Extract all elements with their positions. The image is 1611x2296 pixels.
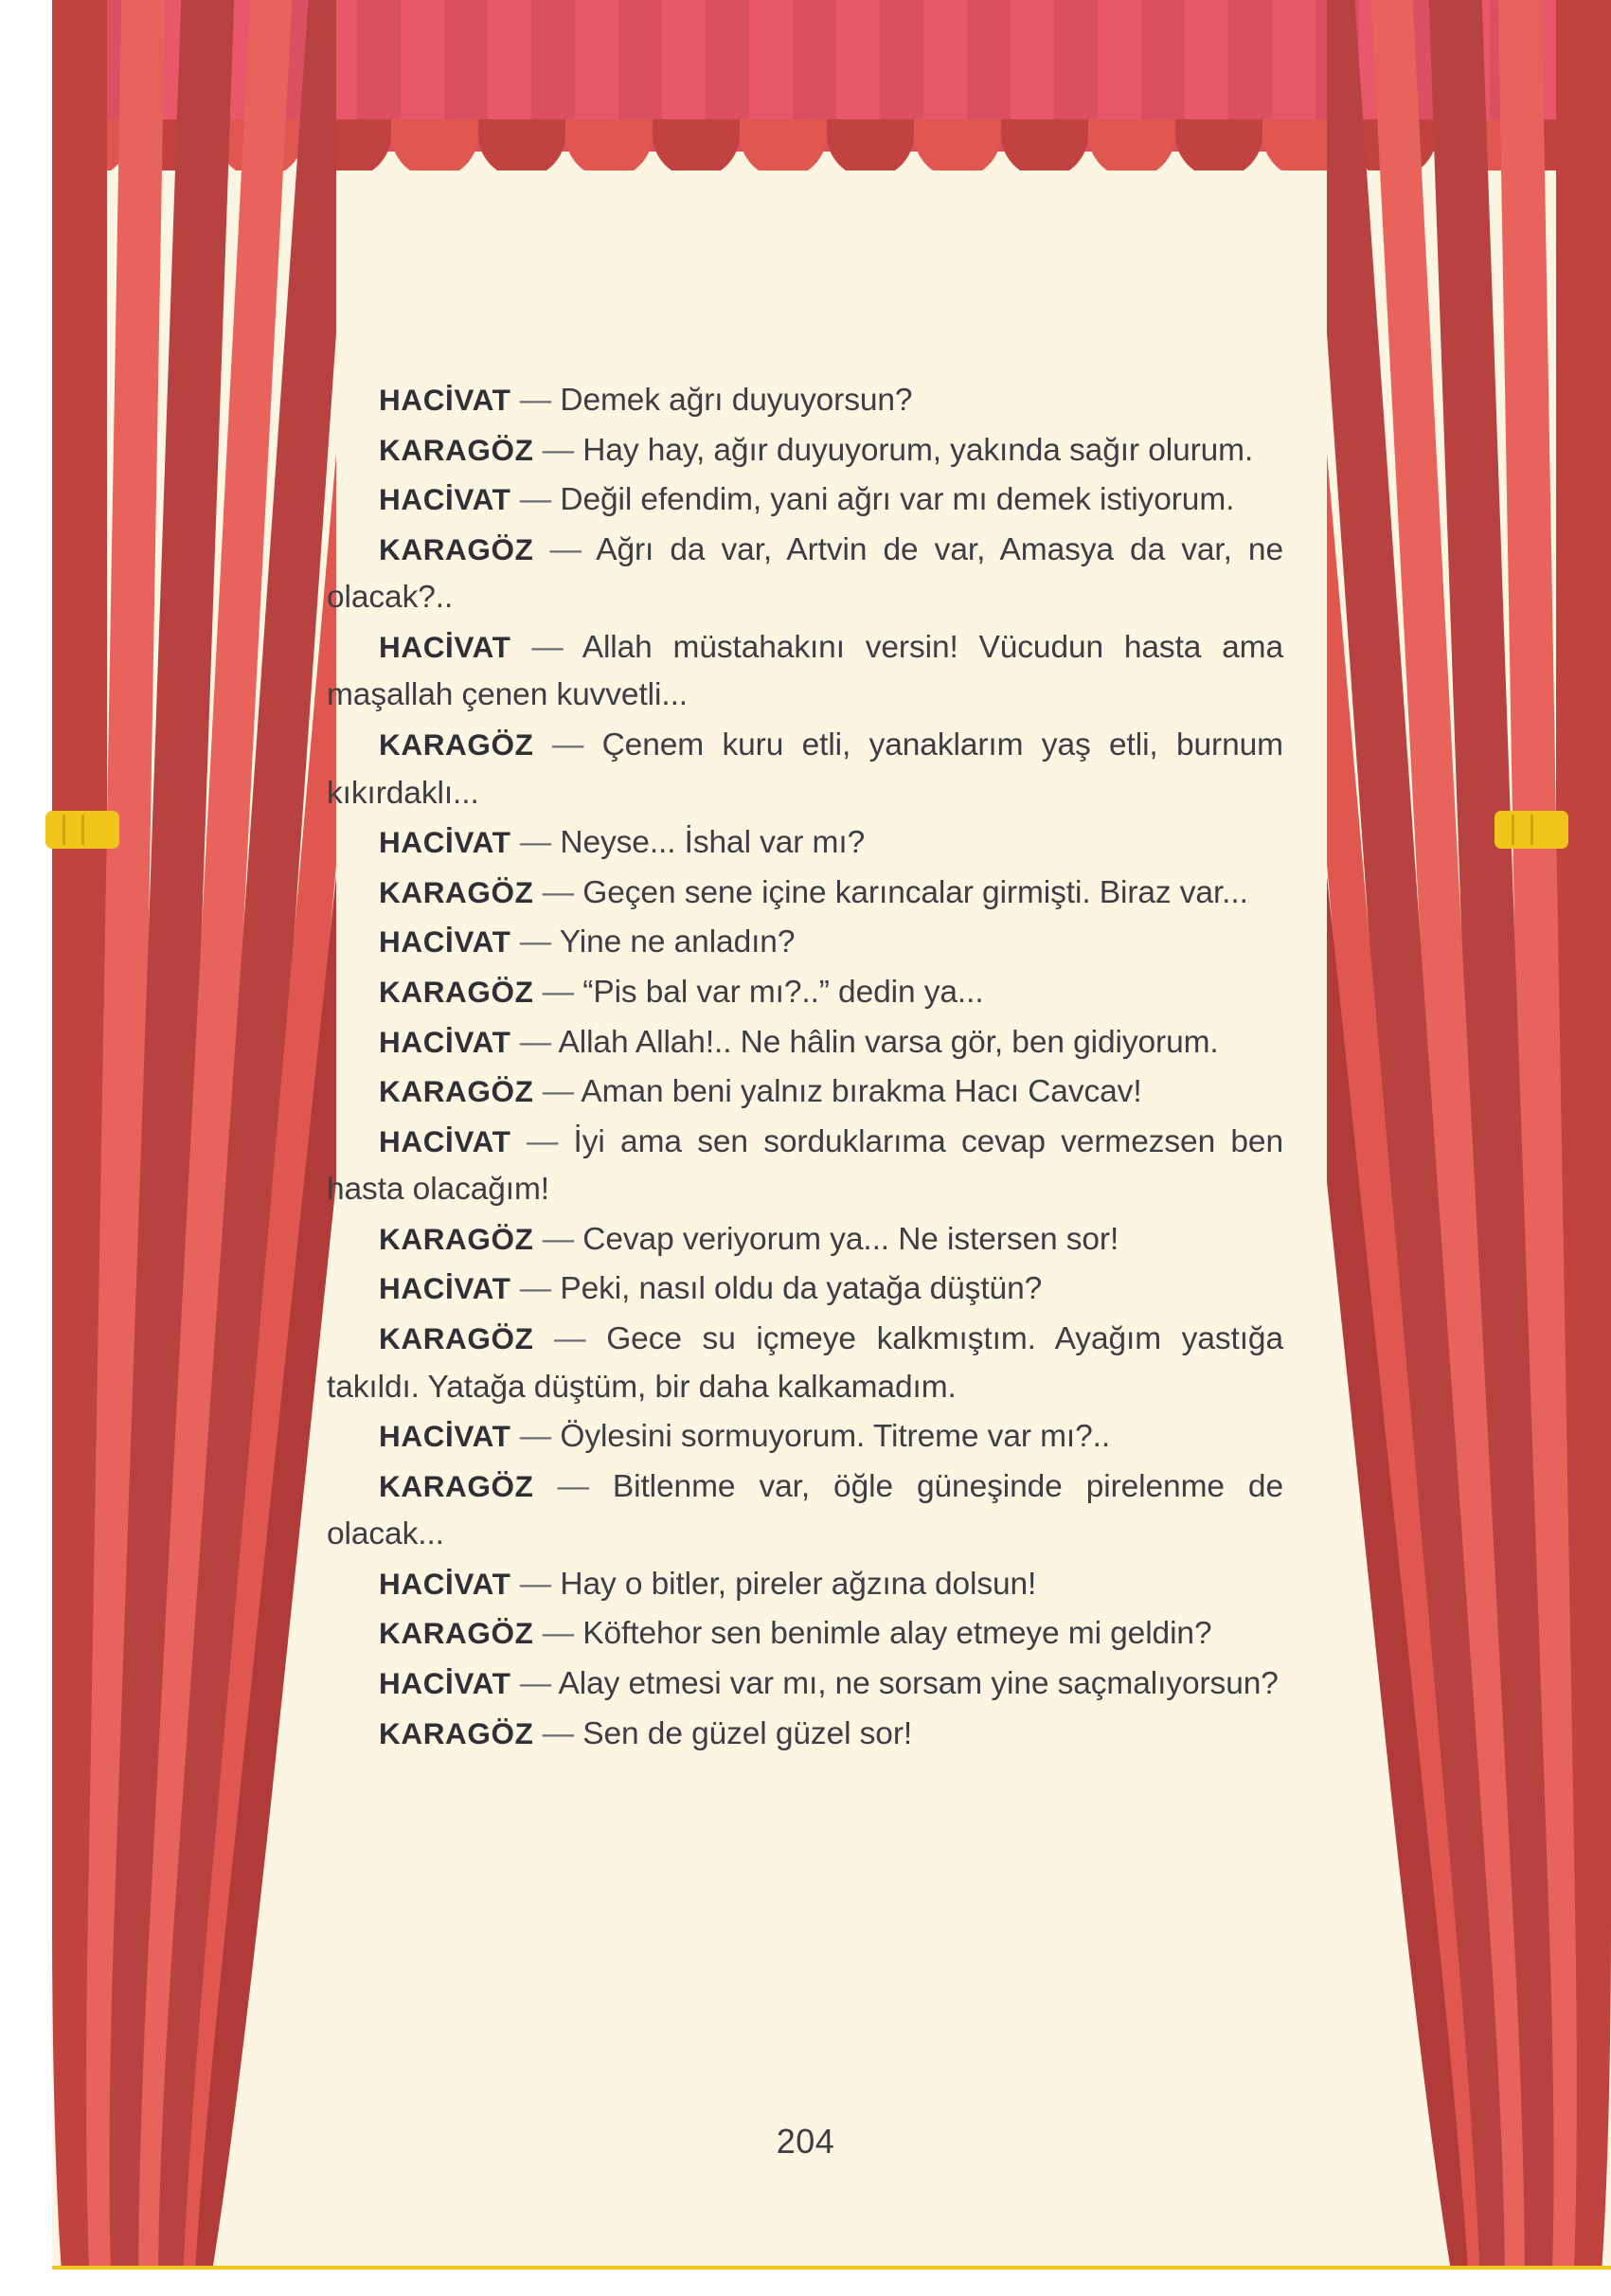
dialogue-text: Ağrı da var, Artvin de var, Amasya da var, ne olacak?.. xyxy=(327,531,1283,616)
dialogue-text: İyi ama sen sorduklarıma cevap vermezsen ben hasta olacağım! xyxy=(327,1123,1283,1208)
speaker-dash: — xyxy=(510,924,560,960)
speaker-dash: — xyxy=(533,432,583,468)
speaker-dash: — xyxy=(510,1666,559,1702)
speaker-name: KARAGÖZ xyxy=(379,1074,534,1109)
dialogue-line xyxy=(327,476,1283,525)
valance-scallop xyxy=(391,119,478,170)
dialogue-text: Sen de güzel güzel sor! xyxy=(582,1715,913,1751)
valance-scallop xyxy=(1088,119,1175,170)
speaker-name: HACİVAT xyxy=(379,825,511,860)
dialogue-text: “Pis bal var mı?..” dedin ya... xyxy=(582,974,984,1010)
speaker-dash: — xyxy=(533,974,583,1010)
speaker-name: HACİVAT xyxy=(379,1419,511,1454)
dialogue-line xyxy=(327,819,1283,868)
speaker-name: KARAGÖZ xyxy=(379,531,534,566)
speaker-dash: — xyxy=(510,825,561,861)
speaker-dash: — xyxy=(533,1221,583,1257)
speaker-name: HACİVAT xyxy=(379,1666,511,1701)
speaker-name: HACİVAT xyxy=(379,1123,511,1158)
dialogue-text: Demek ağrı duyuyorsun? xyxy=(560,383,913,418)
dialogue-line xyxy=(327,1316,1283,1411)
speaker-dash: — xyxy=(510,1419,561,1455)
speaker-name: KARAGÖZ xyxy=(379,727,534,762)
dialogue-text: Çenem kuru etli, yanaklarım yaş etli, burnum kıkırdaklı... xyxy=(327,727,1283,811)
speaker-name: KARAGÖZ xyxy=(379,432,534,467)
dialogue-text: Alay etmesi var mı, ne sorsam yine saçmalıyorsun? xyxy=(558,1666,1279,1702)
dialogue-line xyxy=(327,1463,1283,1559)
valance-scallop xyxy=(1001,119,1088,170)
dialogue-text: Hay o bitler, pireler ağzına dolsun! xyxy=(560,1566,1037,1602)
speaker-dash: — xyxy=(533,1715,583,1751)
speaker-dash: — xyxy=(510,383,561,418)
dialogue-text: Hay hay, ağır duyuyorum, yakında sağır olurum. xyxy=(582,432,1254,468)
valance-scallop xyxy=(827,119,914,170)
speaker-name: KARAGÖZ xyxy=(379,1715,534,1750)
dialogue-line xyxy=(327,427,1283,475)
dialogue-line xyxy=(327,969,1283,1017)
speaker-dash: — xyxy=(533,727,602,763)
dialogue-text: Aman beni yalnız bırakma Hacı Cavcav! xyxy=(581,1074,1142,1110)
dialogue-text: Değil efendim, yani ağrı var mı demek istiyorum. xyxy=(560,482,1235,518)
page-bottom-margin xyxy=(52,2269,1611,2296)
speaker-name: KARAGÖZ xyxy=(379,874,534,909)
speaker-name: HACİVAT xyxy=(379,924,511,960)
speaker-dash: — xyxy=(533,874,583,910)
speaker-name: HACİVAT xyxy=(379,1271,511,1306)
speaker-name: HACİVAT xyxy=(379,383,511,417)
dialogue-line xyxy=(327,870,1283,918)
dialogue-line xyxy=(327,1610,1283,1659)
valance-scallop xyxy=(653,119,740,170)
dialogue-line xyxy=(327,1413,1283,1462)
dialogue-line xyxy=(327,1660,1283,1709)
dialogue-column xyxy=(327,377,1283,1760)
dialogue-text: Allah müstahakını versin! Vücudun hasta ama maşallah çenen kuvvetli... xyxy=(327,629,1284,713)
dialogue-text: Köftehor sen benimle alay etmeye mi geldin? xyxy=(582,1616,1212,1652)
speaker-name: HACİVAT xyxy=(379,482,511,517)
dialogue-line xyxy=(327,624,1283,720)
dialogue-text: Peki, nasıl oldu da yatağa düştün? xyxy=(560,1271,1043,1307)
dialogue-line xyxy=(327,1068,1283,1117)
speaker-dash: — xyxy=(533,531,597,567)
dialogue-text: Bitlenme var, öğle güneşinde pirelenme de olacak... xyxy=(327,1468,1283,1552)
page-number: 204 xyxy=(776,2122,835,2161)
speaker-dash: — xyxy=(510,1271,561,1307)
curtain-right xyxy=(1327,0,1611,2268)
valance-scallop xyxy=(1175,119,1262,170)
valance-scallop xyxy=(914,119,1001,170)
dialogue-line xyxy=(327,1561,1283,1609)
dialogue-text: Yine ne anladın? xyxy=(559,924,796,960)
curtain-tieback-left xyxy=(45,811,119,849)
valance-scallop xyxy=(740,119,827,170)
speaker-name: KARAGÖZ xyxy=(379,1468,534,1503)
dialogue-line xyxy=(327,1019,1283,1067)
dialogue-line xyxy=(327,1119,1283,1214)
speaker-dash: — xyxy=(510,1123,574,1159)
speaker-dash: — xyxy=(510,1024,559,1060)
dialogue-line xyxy=(327,722,1283,817)
speaker-name: KARAGÖZ xyxy=(379,974,534,1009)
dialogue-line xyxy=(327,377,1283,425)
speaker-dash: — xyxy=(533,1320,607,1356)
curtain-left xyxy=(52,0,336,2268)
dialogue-text: Neyse... İshal var mı? xyxy=(560,825,866,861)
dialogue-line xyxy=(327,1711,1283,1759)
speaker-name: HACİVAT xyxy=(379,1566,511,1601)
speaker-name: KARAGÖZ xyxy=(379,1221,534,1256)
speaker-name: HACİVAT xyxy=(379,629,511,664)
dialogue-text: Cevap veriyorum ya... Ne istersen sor! xyxy=(582,1221,1119,1257)
speaker-name: KARAGÖZ xyxy=(379,1320,534,1355)
speaker-dash: — xyxy=(510,629,582,665)
dialogue-line xyxy=(327,1216,1283,1265)
speaker-name: HACİVAT xyxy=(379,1024,511,1059)
valance-scallop xyxy=(565,119,653,170)
speaker-dash: — xyxy=(510,1566,561,1602)
speaker-dash: — xyxy=(533,1074,582,1110)
dialogue-text: Allah Allah!.. Ne hâlin varsa gör, ben gidiyorum. xyxy=(558,1024,1219,1060)
curtain-tieback-right xyxy=(1495,811,1568,849)
speaker-dash: — xyxy=(533,1468,613,1504)
dialogue-line xyxy=(327,919,1283,967)
speaker-dash: — xyxy=(510,482,561,518)
speaker-name: KARAGÖZ xyxy=(379,1616,534,1651)
dialogue-line xyxy=(327,1265,1283,1314)
dialogue-text: Gece su içmeye kalkmıştım. Ayağım yastığa takıldı. Yatağa düştüm, bir daha kalkamadım. xyxy=(327,1320,1283,1405)
dialogue-text: Geçen sene içine karıncalar girmişti. Biraz var... xyxy=(582,874,1248,910)
dialogue-line xyxy=(327,527,1283,622)
speaker-dash: — xyxy=(533,1616,583,1652)
valance-scallop xyxy=(478,119,565,170)
dialogue-text: Öylesini sormuyorum. Titreme var mı?.. xyxy=(560,1419,1111,1455)
